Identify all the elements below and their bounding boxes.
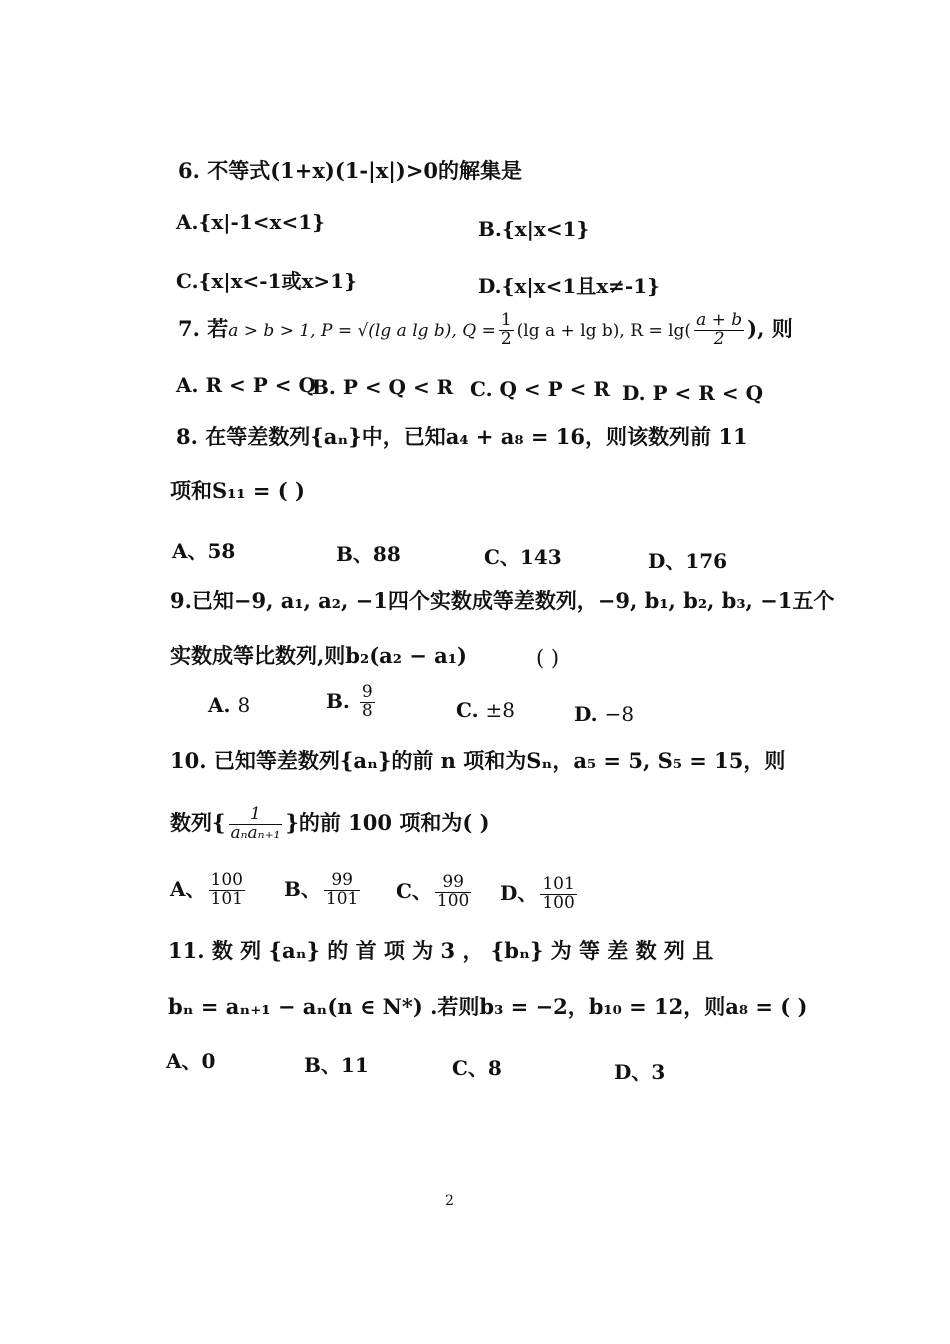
q9-stem-line1: 9.已知−9, a₁, a₂, −1四个实数成等差数列，−9, b₁, b₂, b₃, −1五个: [170, 588, 835, 613]
q7-number: 7. 若: [178, 315, 229, 341]
q7-option-d: D. P < R < Q: [622, 381, 764, 405]
q7-option-a: A. R < P < Q: [176, 373, 316, 397]
q8-stem-line1: 8. 在等差数列{aₙ}中，已知a₄ + a₈ = 16，则该数列前 11: [176, 424, 748, 449]
q8-option-c: C、143: [484, 545, 562, 569]
q11-option-c: C、8: [452, 1056, 502, 1080]
q10-stem-line1: 10. 已知等差数列{aₙ}的前 n 项和为Sₙ，a₅ = 5, S₅ = 15，则: [170, 748, 786, 773]
q7-q-fraction: $\frac{1}{2}$: [500, 310, 512, 349]
q9-answer-paren: ( ): [536, 646, 560, 670]
q10-sequence-fraction: $\frac{1}{\text{aₙaₙ₊₁}}$: [230, 804, 281, 843]
q11-option-a: A、0: [166, 1049, 216, 1073]
q11-option-b: B、11: [304, 1053, 369, 1077]
q9-stem-line2: 实数成等比数列,则b₂(a₂ − a₁): [170, 643, 467, 668]
q9-option-d: D. −8: [574, 702, 635, 726]
q11-stem-line1: 11. 数 列 {aₙ} 的 首 项 为 3 ， {bₙ} 为 等 差 数 列 且: [168, 938, 714, 963]
q9-option-b: B. $\frac{9}{8}$: [326, 682, 373, 721]
q10-option-d: D、 $\frac{101}{100}$: [500, 874, 575, 913]
q7-option-b: B. P < Q < R: [312, 375, 454, 399]
q7-option-c: C. Q < P < R: [470, 377, 610, 401]
q8-stem-line2: 项和S₁₁ = ( ): [170, 478, 305, 503]
q10-option-b: B、 $\frac{99}{101}$: [284, 870, 359, 909]
q6-option-d: D.{x|x<1且x≠-1}: [478, 274, 661, 298]
q11-stem-line2: bₙ = aₙ₊₁ − aₙ(n ∈ N*) .若则b₃ = −2，b₁₀ = 12，则a₈ = ( ): [168, 994, 808, 1019]
q11-option-d: D、3: [614, 1060, 666, 1084]
q10-option-c: C、 $\frac{99}{100}$: [396, 872, 470, 911]
q8-option-d: D、176: [648, 549, 728, 573]
q7-condition: a > b > 1, P = √(lg a lg b), Q =: [228, 320, 496, 341]
q9-option-a: A. 8: [208, 693, 251, 717]
q7-r-fraction: $\frac{a + b}{2}$: [696, 310, 743, 349]
q10-stem-line2: 数列{ $\frac{1}{\text{aₙaₙ₊₁}}$ }的前 100 项和为( ): [170, 804, 490, 843]
q10-option-a: A、 $\frac{100}{101}$: [170, 870, 243, 909]
q9-b-fraction: $\frac{9}{8}$: [361, 682, 373, 721]
q6-option-c: C.{x|x<-1或x>1}: [176, 269, 357, 293]
q6-stem: 6. 不等式(1+x)(1-|x|)>0的解集是: [178, 158, 523, 183]
q7-stem: [178, 312, 793, 349]
q8-option-b: B、88: [336, 542, 401, 566]
q6-option-a: A.{x|-1<x<1}: [176, 210, 325, 234]
q7-tail: ), 则: [747, 315, 793, 341]
page-number: 2: [445, 1193, 454, 1209]
q8-option-a: A、58: [172, 539, 236, 563]
q7-q-expression: (lg a + lg b), R = lg(: [516, 320, 692, 341]
q9-option-c: C. ±8: [456, 698, 515, 722]
q6-option-b: B.{x|x<1}: [478, 217, 590, 241]
